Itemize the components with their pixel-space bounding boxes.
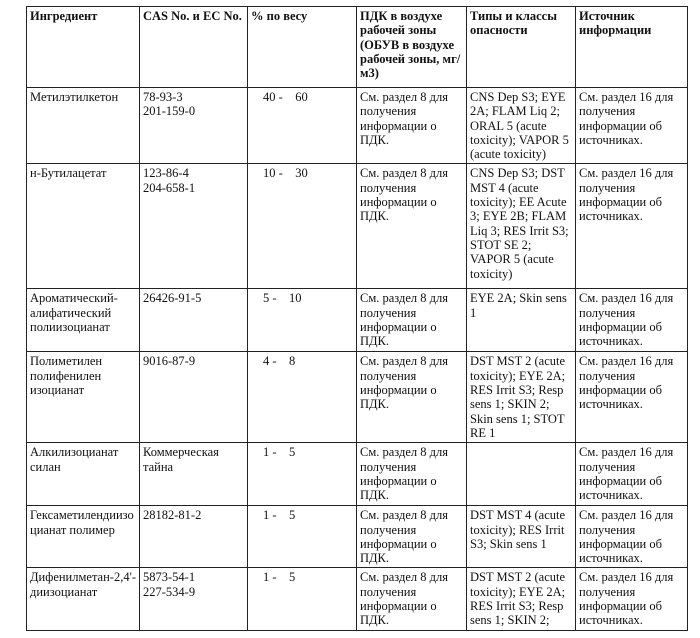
table-row [27, 352, 688, 443]
header-pdk: ПДК в воздухе рабочей зоны (ОБУВ в воздухе рабочей зоны, мг/м3) [357, 7, 467, 88]
table-row [27, 443, 688, 506]
ingredient-cell-text: Гексаметилендиизоцианат полимер [30, 508, 134, 537]
source-cell [576, 443, 688, 506]
percent-cell-text: 1 - 5 [263, 508, 296, 523]
table-row [27, 506, 688, 568]
hazard-cell [467, 88, 576, 164]
header-hazard: Типы и классы опасности [467, 7, 576, 88]
percent-cell-text: 4 - 8 [263, 354, 296, 369]
pdk-cell-text: См. раздел 8 для получения информации о ПДК. [360, 508, 449, 566]
cas-ec-cell [140, 443, 248, 506]
ec-number: 204-658-1 [143, 180, 196, 195]
pdk-cell [357, 352, 467, 443]
percent-cell [248, 443, 357, 506]
hazard-cell-text: DST MST 2 (acute toxicity); EYE 2A; RES Irrit S3; Resp sens 1; SKIN 2; [470, 570, 566, 628]
cas-number: 78-93-3 [143, 90, 183, 104]
ingredient-cell [27, 568, 140, 631]
source-cell [576, 506, 688, 568]
source-cell-text: См. раздел 16 для получения информации об источниках. [579, 166, 674, 224]
hazard-cell [467, 568, 576, 631]
cas-ec-cell [140, 289, 248, 352]
cas-ec-cell [140, 352, 248, 443]
ec-number: 201-159-0 [143, 104, 196, 119]
hazard-cell [467, 352, 576, 443]
percent-cell-text: 40 - 60 [263, 90, 308, 104]
pdk-cell-text: См. раздел 8 для получения информации о ПДК. [360, 166, 449, 224]
source-cell [576, 88, 688, 164]
ingredient-cell-text: Ароматический-алифатический полиизоцианат [30, 291, 118, 335]
table-row [27, 568, 688, 631]
cas-number: 28182-81-2 [143, 508, 202, 523]
ingredients-table [26, 6, 688, 631]
pdk-cell-text: См. раздел 8 для получения информации о ПДК. [360, 291, 449, 349]
hazard-cell-text: CNS Dep S3; DST MST 4 (acute toxicity); EE Acute 3; EYE 2B; FLAM Liq 3; RES Irrit S3; STOT SE 2; VAPOR 5 (acute toxicity) [470, 166, 569, 281]
ingredient-cell-text: Дифенилметан-2,4'-диизоцианат [30, 570, 136, 599]
percent-cell-text: 1 - 5 [263, 570, 296, 585]
pdk-cell-text: См. раздел 8 для получения информации о ПДК. [360, 570, 449, 628]
cas-number: 123-86-4 [143, 166, 189, 181]
percent-cell [248, 506, 357, 568]
hazard-cell [467, 289, 576, 352]
percent-cell-text: 10 - 30 [263, 166, 308, 181]
source-cell-text: См. раздел 16 для получения информации об источниках. [579, 570, 674, 628]
cas-number: 26426-91-5 [143, 291, 202, 306]
source-cell-text: См. раздел 16 для получения информации об источниках. [579, 90, 674, 147]
header-percent: % по весу [248, 7, 357, 88]
percent-cell-text: 1 - 5 [263, 445, 296, 460]
percent-cell [248, 568, 357, 631]
source-cell-text: См. раздел 16 для получения информации об источниках. [579, 291, 674, 349]
pdk-cell [357, 506, 467, 568]
source-cell-text: См. раздел 16 для получения информации об источниках. [579, 354, 674, 412]
ingredient-cell-text: Алкилизоцианат силан [30, 445, 119, 474]
source-cell [576, 352, 688, 443]
ingredient-cell [27, 352, 140, 443]
ingredient-cell-text: Метилэтилкетон [30, 90, 119, 104]
cas-ec-cell [140, 506, 248, 568]
hazard-cell [467, 443, 576, 506]
ingredient-cell [27, 289, 140, 352]
source-cell-text: См. раздел 16 для получения информации об источниках. [579, 445, 674, 503]
pdk-cell-text: См. раздел 8 для получения информации о ПДК. [360, 445, 449, 503]
ingredient-cell-text: Полиметилен полифенилен изоцианат [30, 354, 103, 398]
cas-ec-cell [140, 88, 248, 164]
percent-cell [248, 352, 357, 443]
cas-number: 9016-87-9 [143, 354, 196, 369]
header-cas-ec: CAS No. и EC No. [140, 7, 248, 88]
table-row [27, 289, 688, 352]
ec-number: 227-534-9 [143, 584, 196, 599]
header-source: Источник информации [576, 7, 688, 88]
pdk-cell [357, 88, 467, 164]
header-ingredient: Ингредиент [27, 7, 140, 88]
source-cell [576, 568, 688, 631]
cas-ec-cell [140, 568, 248, 631]
table-row [27, 164, 688, 289]
source-cell-text: См. раздел 16 для получения информации об источниках. [579, 508, 674, 566]
pdk-cell [357, 443, 467, 506]
hazard-cell-text: DST MST 2 (acute toxicity); EYE 2A; RES Irrit S3; Resp sens 1; SKIN 2; Skin sens 1; STOT RE 1 [470, 354, 566, 440]
hazard-cell-text: CNS Dep S3; EYE 2A; FLAM Liq 2; ORAL 5 (acute toxicity); VAPOR 5 (acute toxicity) [470, 90, 569, 162]
ingredient-cell [27, 88, 140, 164]
ingredient-cell [27, 443, 140, 506]
cas-number: Коммерческая тайна [143, 445, 219, 474]
hazard-cell-text: EYE 2A; Skin sens 1 [470, 291, 567, 320]
cas-number: 5873-54-1 [143, 570, 196, 585]
ingredient-cell [27, 164, 140, 289]
hazard-cell [467, 506, 576, 568]
cas-ec-cell [140, 164, 248, 289]
ingredient-cell [27, 506, 140, 568]
percent-cell-text: 5 - 10 [263, 291, 302, 306]
table-header-row [27, 7, 688, 88]
pdk-cell [357, 568, 467, 631]
pdk-cell-text: См. раздел 8 для получения информации о ПДК. [360, 90, 449, 147]
pdk-cell [357, 164, 467, 289]
source-cell [576, 289, 688, 352]
hazard-cell [467, 164, 576, 289]
pdk-cell [357, 289, 467, 352]
pdk-cell-text: См. раздел 8 для получения информации о ПДК. [360, 354, 449, 412]
percent-cell [248, 164, 357, 289]
percent-cell [248, 289, 357, 352]
source-cell [576, 164, 688, 289]
hazard-cell-text: DST MST 4 (acute toxicity); RES Irrit S3; Skin sens 1 [470, 508, 566, 551]
table-row [27, 88, 688, 164]
ingredient-cell-text: н-Бутилацетат [30, 166, 107, 181]
percent-cell [248, 88, 357, 164]
